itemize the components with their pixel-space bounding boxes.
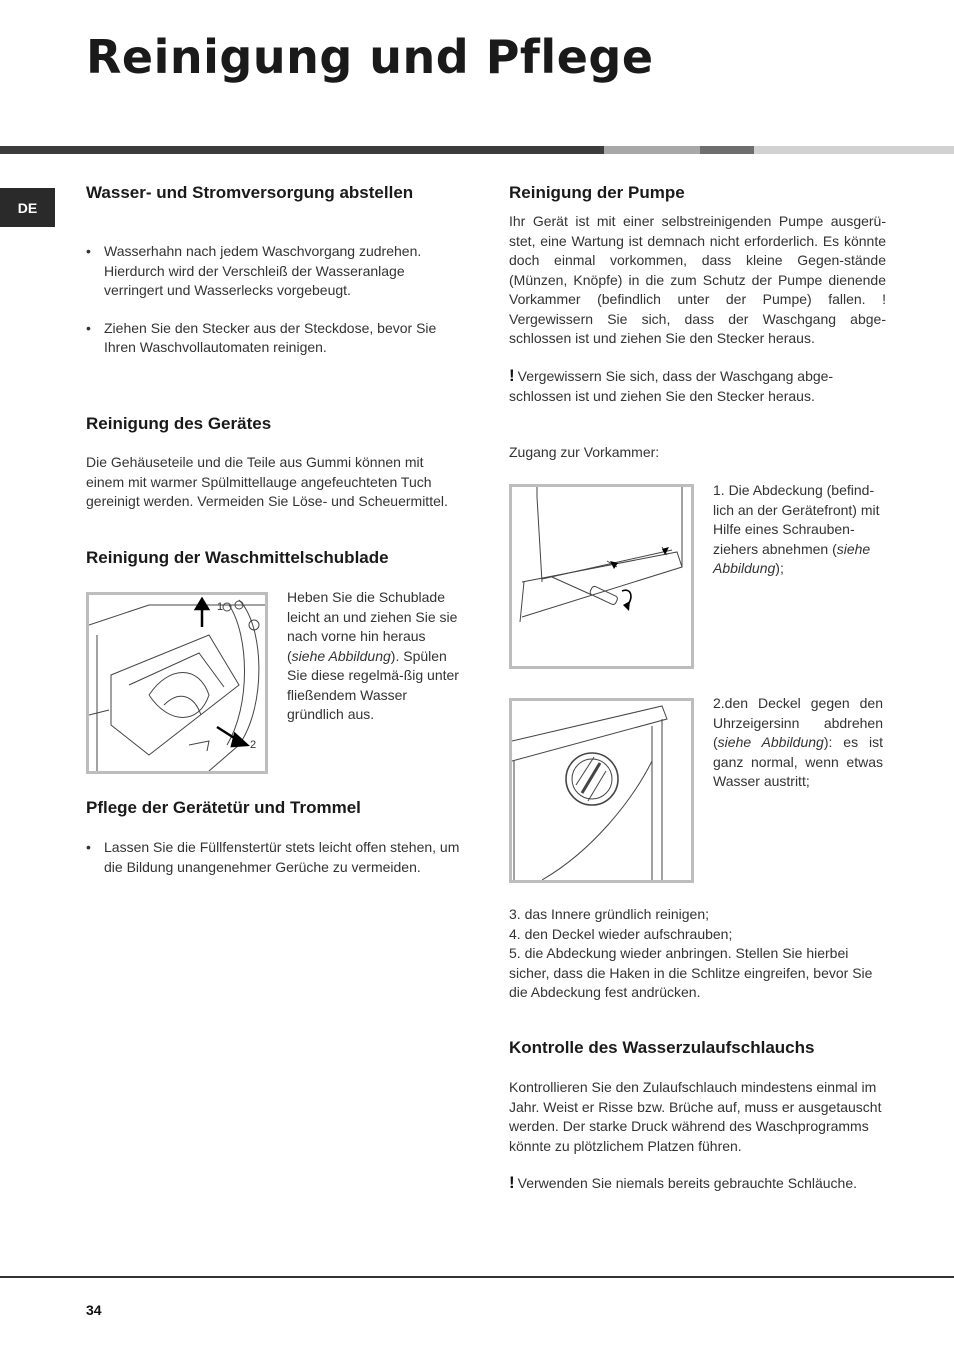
step2-text <box>713 694 883 792</box>
header-bar-light <box>754 146 954 154</box>
page-title: Reinigung und Pflege <box>86 30 654 84</box>
header-bar-dark2 <box>700 146 754 154</box>
list-item: 5. die Abdeckung wieder anbringen. Stellen Sie hierbei sicher, dass die Haken in die Schlitze eingreifen, bevor Sie die Abdeckung fest andrücken. <box>509 945 873 1000</box>
heading-hose: Kontrolle des Wasserzulaufschlauchs <box>509 1038 815 1057</box>
page-number: 34 <box>86 1302 102 1318</box>
heading-door: Pflege der Gerätetür und Trommel <box>86 798 361 817</box>
step2-text-b: ): es ist ganz normal, wenn etwas Wasser austritt; <box>713 734 883 789</box>
water-power-list <box>86 242 461 358</box>
list-item: 3. das Innere gründlich reinigen; <box>509 906 710 922</box>
language-tab: DE <box>0 188 55 227</box>
pump-warning-text: Vergewissern Sie sich, dass der Waschgang abge-schlossen ist und ziehen Sie den Stecker heraus. <box>509 368 834 404</box>
figure-label-2: 2 <box>250 739 257 751</box>
hose-text: Kontrollieren Sie den Zulaufschlauch mindestens einmal im Jahr. Weist er Risse bzw. Brüche auf, muss er ausgetauscht werden. Der starke Druck während des Waschprogramms könnte zu plötzlichem Platzen führen. <box>509 1079 882 1154</box>
drawer-text <box>287 588 467 725</box>
pump-text: Ihr Gerät ist mit einer selbstreinigenden Pumpe ausgerü-stet, eine Wartung ist demnach nicht erforderlich. Es könnte doch einmal vorkommen, dass kleine Gegen-stände (Münzen, Knöpfe) in die zum Schutz der Pumpe dienende Vorkammer (befindlich unter der Pumpe) fallen. ! Vergewissern Sie sich, dass der Waschgang abge-schlossen ist und ziehen Sie den Stecker heraus. <box>509 213 886 346</box>
steps-list <box>509 905 886 1003</box>
hose-warning-text: Verwenden Sie niemals bereits gebrauchte Schläuche. <box>517 1175 857 1191</box>
heading-appliance: Reinigung des Gerätes <box>86 414 272 433</box>
header-bar-mid <box>604 146 700 154</box>
heading-water-power: Wasser- und Stromversorgung abstellen <box>86 183 414 202</box>
footer-rule <box>0 1276 954 1278</box>
list-item: • Lassen Sie die Füllfenstertür stets leicht offen stehen, um die Bildung unangenehmer Gerüche zu vermeiden. <box>86 838 461 877</box>
step1-text-a: 1. Die Abdeckung (befind-lich an der Gerätefront) mit Hilfe eines Schrauben-ziehers abnehmen ( <box>713 482 880 557</box>
list-item: • Ziehen Sie den Stecker aus der Steckdose, bevor Sie Ihren Waschvollautomaten reinigen. <box>86 319 461 358</box>
warning-mark: ! <box>509 366 515 385</box>
heading-pump: Reinigung der Pumpe <box>509 183 685 202</box>
figure-label-1: 1 <box>217 601 224 613</box>
lid-unscrew-illustration <box>512 701 691 880</box>
drawer-text-italic: siehe Abbildung <box>291 647 391 664</box>
access-label: Zugang zur Vorkammer: <box>509 444 660 460</box>
cover-removal-illustration <box>512 487 691 666</box>
pump-lid-figure <box>509 698 694 883</box>
appliance-text: Die Gehäuseteile und die Teile aus Gummi können mit einem mit warmer Spülmittellauge angefeuchteten Tuch gereinigt werden. Vermeiden Sie Löse- und Scheuermittel. <box>86 454 448 509</box>
drawer-text-b: ). Spülen Sie diese regelmä-ßig unter fließendem Wasser gründlich aus. <box>287 647 459 722</box>
hose-warning <box>509 1173 889 1194</box>
pump-cover-figure <box>509 484 694 669</box>
drawer-figure <box>86 592 268 774</box>
drawer-illustration <box>89 595 265 771</box>
heading-drawer: Reinigung der Waschmittelschublade <box>86 548 389 567</box>
drawer-text-a: Heben Sie die Schublade leicht an und ziehen Sie sie nach vorne hin heraus ( <box>287 589 458 664</box>
warning-mark: ! <box>509 1173 515 1192</box>
step2-text-italic: siehe Abbildung <box>717 734 824 750</box>
step1-text-italic: siehe Abbildung <box>713 540 871 576</box>
pump-warning <box>509 366 886 406</box>
step1-text <box>713 481 887 579</box>
step1-text-b: ); <box>775 560 784 576</box>
list-item: 4. den Deckel wieder aufschrauben; <box>509 925 733 942</box>
header-bar-dark <box>0 146 604 154</box>
step2-text-a: 2.den Deckel gegen den Uhrzeigersinn abdrehen ( <box>713 695 883 750</box>
door-list <box>86 838 461 877</box>
list-item: • Wasserhahn nach jedem Waschvorgang zudrehen. Hierdurch wird der Verschleiß der Wasseranlage verringert und Wasserlecks vorgebeugt. <box>86 242 461 301</box>
